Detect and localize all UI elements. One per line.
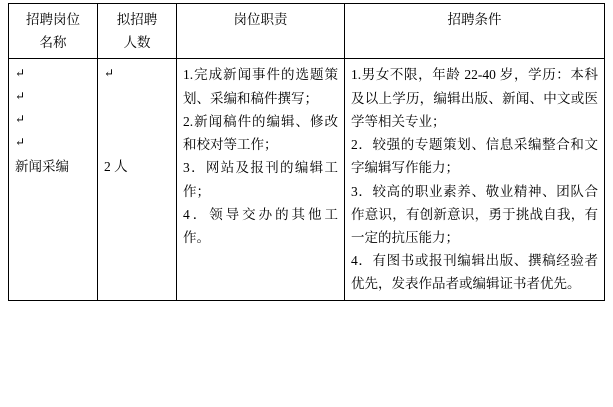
duty-item: 3．网站及报刊的编辑工作； (183, 160, 338, 199)
header-cell-duties (177, 4, 345, 59)
cell-requirements (345, 59, 605, 300)
table-row (9, 59, 605, 300)
table-header-row (9, 4, 605, 59)
recruitment-table (8, 3, 605, 301)
paragraph-mark-icon: ↵ (104, 66, 115, 81)
cell-duties (177, 59, 345, 300)
cell-position-name (9, 59, 98, 300)
duty-item: 4．领导交办的其他工作。 (183, 206, 338, 245)
header-cell-position-name (9, 4, 98, 59)
spacer (104, 86, 170, 109)
header-line: 拟招聘 (116, 12, 158, 27)
header-line: 招聘条件 (447, 12, 502, 27)
requirement-item: 1.男女不限，年龄 22-40 岁，学历：本科及以上学历，编辑出版、新闻、中文或医学等相关专业； (351, 67, 598, 129)
header-line: 名称 (39, 35, 67, 51)
header-line: 招聘岗位 (26, 12, 80, 27)
requirement-item: 3．较高的职业素养、敬业精神、团队合作意识，有创新意识，勇于挑战自我，有一定的抗压能力； (351, 183, 598, 245)
paragraph-mark-icon: ↵ (15, 89, 26, 104)
requirement-item: 4．有图书或报刊编辑出版、撰稿经验者优先，发表作品者或编辑证书者优先。 (351, 253, 598, 292)
spacer (104, 109, 170, 132)
paragraph-mark-icon: ↵ (15, 66, 26, 81)
paragraph-mark-icon: ↵ (15, 135, 26, 150)
header-cell-requirements (345, 4, 605, 59)
duty-item: 1.完成新闻事件的选题策划、采编和稿件撰写； (183, 67, 338, 106)
header-line: 岗位职责 (233, 12, 288, 27)
position-name-text: 新闻采编 (15, 159, 69, 175)
cell-headcount (98, 59, 177, 300)
headcount-text: 2 人 (104, 159, 128, 175)
requirement-item: 2．较强的专题策划、信息采编整合和文字编辑写作能力； (351, 137, 598, 176)
header-line: 人数 (123, 35, 151, 51)
duty-item: 2.新闻稿件的编辑、修改和校对等工作； (183, 113, 338, 153)
header-cell-headcount (98, 4, 177, 59)
paragraph-mark-icon: ↵ (15, 112, 26, 127)
spacer (104, 132, 170, 155)
